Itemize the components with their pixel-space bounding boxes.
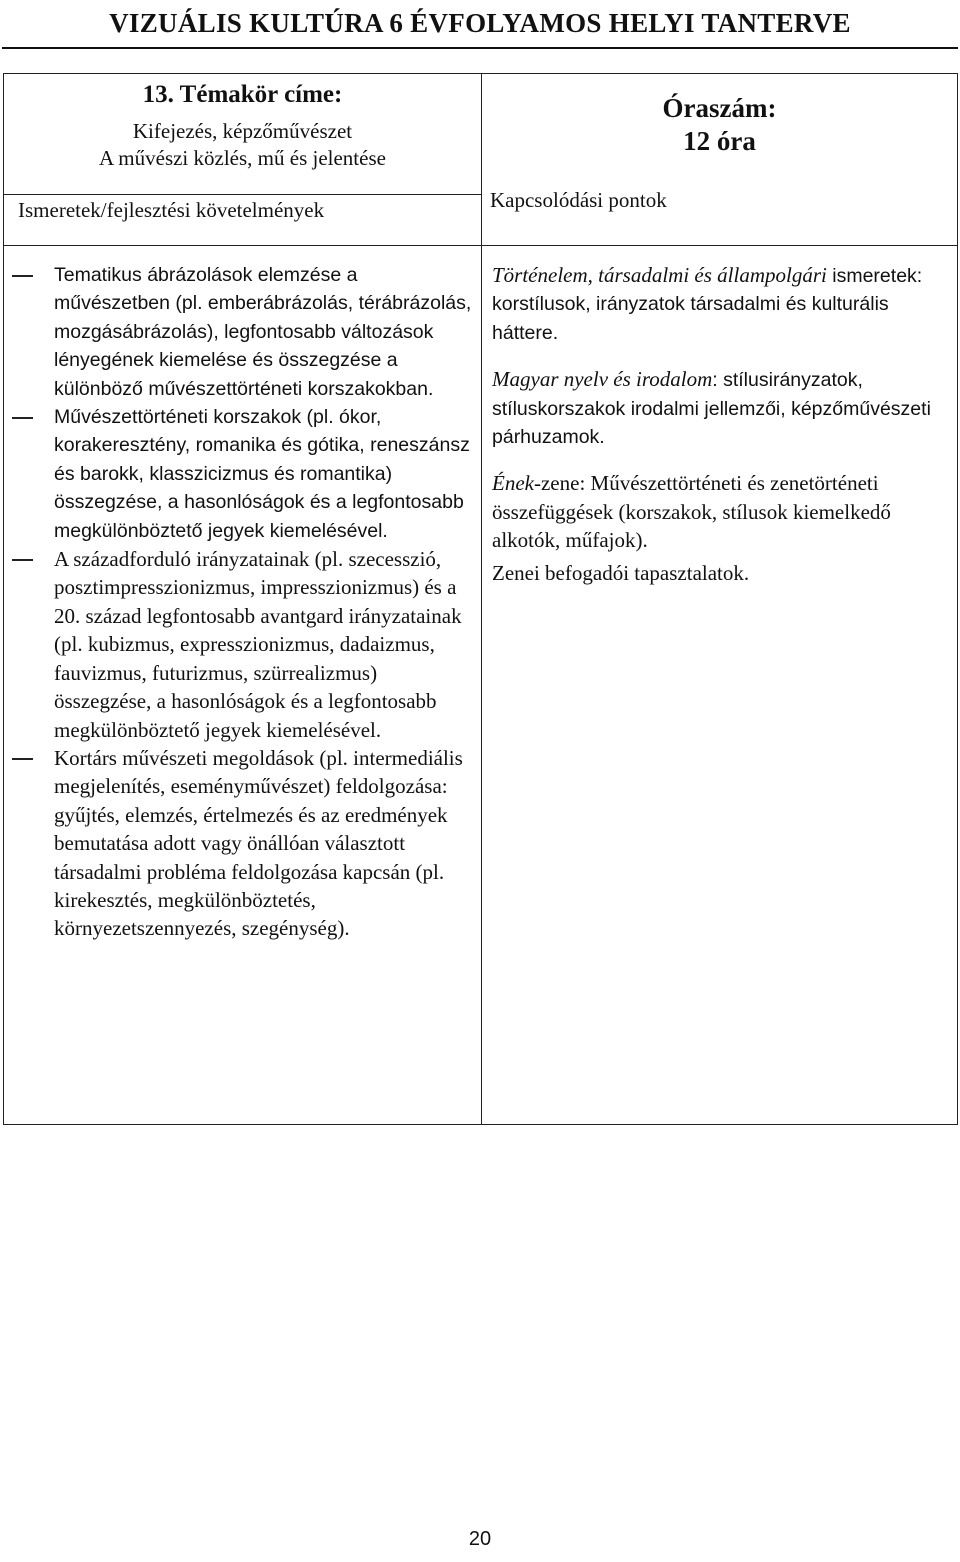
- document-header: VIZUÁLIS KULTÚRA 6 ÉVFOLYAMOS HELYI TANTERVE: [109, 8, 851, 38]
- dash-bullet-icon: [12, 559, 33, 561]
- topic-title-line: Kifejezés, képzőművészet: [132, 119, 353, 143]
- requirement-text: Kortárs művészeti megoldások (pl. intermediális megjelenítés, eseményművészet) feldolgozása: gyűjtés, elemzés, értelmezés és az eredmények bemutatása adott vagy önállóan választott társadalmi probléma feldolgozása kapcsán (pl. kirekesztés, megkülönböztetés, környezetszennyezés, szegénység).: [54, 745, 463, 941]
- hours-label: Óraszám:: [662, 93, 777, 123]
- hours-value: 12 óra: [683, 126, 756, 156]
- connection-text: ismeretek: korstílusok, irányzatok társadalmi és kulturális háttere.: [492, 265, 923, 344]
- dash-bullet-icon: [12, 758, 33, 760]
- requirement-text: Művészettörténeti korszakok (pl. ókor, korakeresztény, romanika és gótika, reneszánsz és barokk, klasszicizmus és romantika) összegzése, a hasonlóságok és a legfontosabb megkülönböztető jegyek kiemelésével.: [54, 406, 470, 542]
- dash-bullet-icon: [12, 275, 33, 277]
- header-rule: [2, 47, 958, 49]
- requirements-heading: Ismeretek/fejlesztési követelmények: [18, 198, 325, 222]
- requirements-list: [4, 246, 481, 943]
- page-number: 20: [468, 1528, 492, 1550]
- connections-heading: Kapcsolódási pontok: [490, 188, 667, 212]
- connection-subject: Magyar nyelv és irodalom: [492, 367, 713, 392]
- connection-text: -zene: Művészettörténeti és zenetörténeti összefüggések (korszakok, stílusok kiemelkedő alkotók, műfajok).: [492, 471, 891, 553]
- topic-title-line: A művészi közlés, mű és jelentése: [99, 146, 386, 170]
- connection-extra: Zenei befogadói tapasztalatok.: [492, 560, 750, 585]
- connection-item: [492, 469, 949, 554]
- topic-cell: [4, 74, 482, 195]
- list-item: [4, 261, 473, 403]
- requirements-heading-cell: [4, 195, 482, 246]
- topic-label: 13. Témakör címe:: [142, 81, 343, 108]
- hours-cell: [482, 74, 958, 246]
- requirement-text: A századforduló irányzatainak (pl. szecesszió, posztimpresszionizmus, impresszionizmus) és a 20. század legfontosabb avantgard irányzatainak (pl. kubizmus, expresszionizmus, dadaizmus, fauvizmus, futurizmus, szürrealizmus) összegzése, a hasonlóságok és a legfontosabb megkülönböztető jegyek kiemelésével.: [54, 547, 462, 742]
- requirement-text: Tematikus ábrázolások elemzése a művészetben (pl. emberábrázolás, térábrázolás, mozgásábrázolás), legfontosabb változások lényegének kiemelése és összegzése a különböző művészettörténeti korszakokban.: [54, 264, 472, 400]
- connections-list: [482, 246, 957, 587]
- connection-subject: Ének: [492, 471, 534, 496]
- connection-subject: Történelem, társadalmi és állampolgári: [492, 263, 827, 287]
- dash-bullet-icon: [12, 417, 33, 419]
- connection-item: [492, 261, 949, 347]
- connections-body-cell: [482, 246, 958, 1125]
- list-item: [4, 403, 473, 545]
- list-item: [4, 744, 473, 943]
- requirements-body-cell: [4, 246, 482, 1125]
- connection-item: [492, 365, 949, 451]
- curriculum-table: [3, 73, 958, 1125]
- connection-text: : stílusirányzatok, stíluskorszakok irodalmi jellemzői, képzőművészeti párhuzamok.: [492, 369, 931, 449]
- list-item: [4, 545, 473, 744]
